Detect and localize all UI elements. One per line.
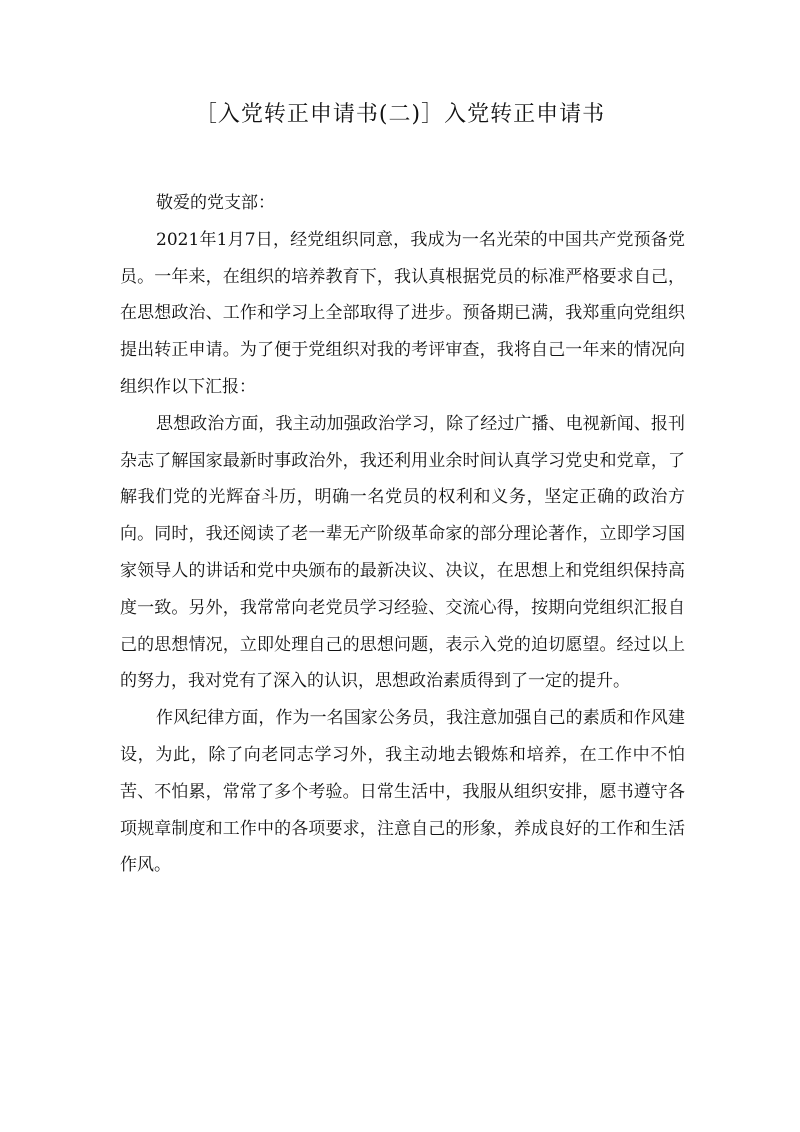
salutation: 敬爱的党支部：: [156, 193, 275, 213]
document-body: [120, 185, 685, 884]
paragraph-probation-summary: 2021年1月7日，经党组织同意，我成为一名光荣的中国共产党预备党员。一年来，在组织的培养教育下，我认真根据党员的标准严格要求自己，在思想政治、工作和学习上全部取得了进步。预备期已满，我郑重向党组织提出转正申请。为了便于党组织对我的考评审查，我将自己一年来的情况向组织作以下汇报：: [120, 229, 685, 397]
paragraph-work-discipline: 作风纪律方面，作为一名国家公务员，我注意加强自己的素质和作风建设，为此，除了向老同志学习外，我主动地去锻炼和培养，在工作中不怕苦、不怕累，常常了多个考验。日常生活中，我服从组织安排，愿书遵守各项规章制度和工作中的各项要求，注意自己的形象，养成良好的工作和生活作风。: [120, 708, 685, 876]
paragraph-political-thought: 思想政治方面，我主动加强政治学习，除了经过广播、电视新闻、报刊杂志了解国家最新时事政治外，我还利用业余时间认真学习党史和党章，了解我们党的光辉奋斗历，明确一名党员的权利和义务，坚定正确的政治方向。同时，我还阅读了老一辈无产阶级革命家的部分理论著作，立即学习国家领导人的讲话和党中央颁布的最新决议、决议，在思想上和党组织保持高度一致。另外，我常常向老党员学习经验、交流心得，按期向党组织汇报自己的思想情况，立即处理自己的思想问题，表示入党的迫切愿望。经过以上的努力，我对党有了深入的认识，思想政治素质得到了一定的提升。: [120, 413, 685, 692]
document-title: ［入党转正申请书(二)］入党转正申请书: [194, 102, 606, 127]
